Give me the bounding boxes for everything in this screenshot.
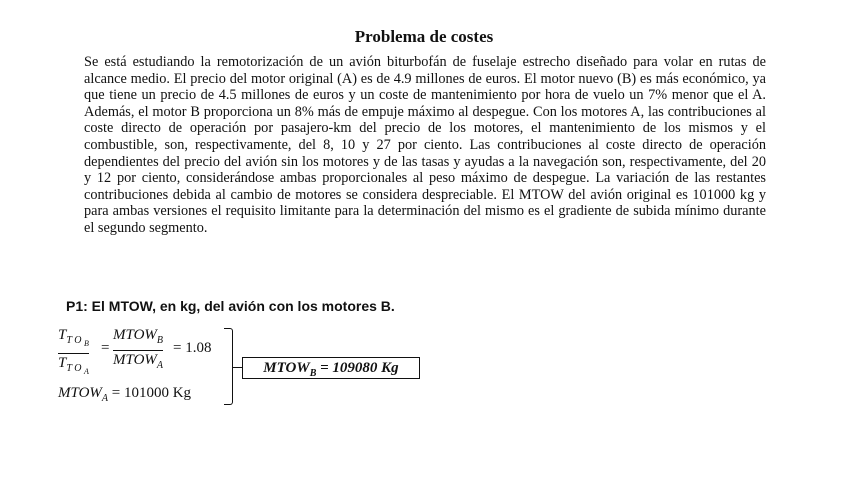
problem-statement: Se está estudiando la remotorización de un avión biturbofán de fuselaje estrecho diseñado para volar en rutas de alcance medio. El precio del motor original (A) es de 4.9 millones de euros. El motor nuevo (B) es más económico, ya que tiene un precio de 4.5 millones de euros y un coste de mantenimiento por hora de vuelo un 7% menor que el A. Además, el motor B proporciona un 8% más de empuje máximo al despegue. Con los motores A, las contribuciones al coste directo de operación por pasajero-km del precio de los motores, el mantenimiento de los mismos y el combustible, son, respectivamente, del 8, 10 y 27 por ciento. Las contribuciones al coste directo de operación dependientes del precio del avión sin los motores y de las tasas y ayudas a la navegación son, respectivamente, del 20 y 12 por ciento, considerándose ambas proporcionales al peso máximo de despegue. La variación de las restantes contribuciones debida al cambio de motores se considera despreciable. El MTOW del avión original es 101000 kg y para ambas versiones el requisito limitante para la determinación del mismo es el gradiente de subida mínimo durante el segundo segmento.	[84, 54, 766, 236]
result-box: $MTOW_B = 109080$ Kg	[242, 357, 420, 379]
mtow-a-equation: $MTOW_A = 101000$ Kg	[58, 385, 192, 404]
connector-line	[232, 367, 242, 368]
question-p1: P1: El MTOW, en kg, del avión con los motores B.	[66, 298, 395, 314]
mtow-a-value: = 101000 Kg	[111, 385, 192, 401]
thrust-ratio-fraction: $T_{T O _B}$ $T_{T O _A}$	[58, 327, 89, 376]
result-value: = 109080 Kg	[320, 360, 399, 376]
mtow-ratio-fraction: $MTOW_B$ $MTOW_A$	[113, 327, 164, 371]
ratio-value: = 1.08	[173, 340, 212, 356]
page-title: Problema de costes	[354, 27, 494, 46]
